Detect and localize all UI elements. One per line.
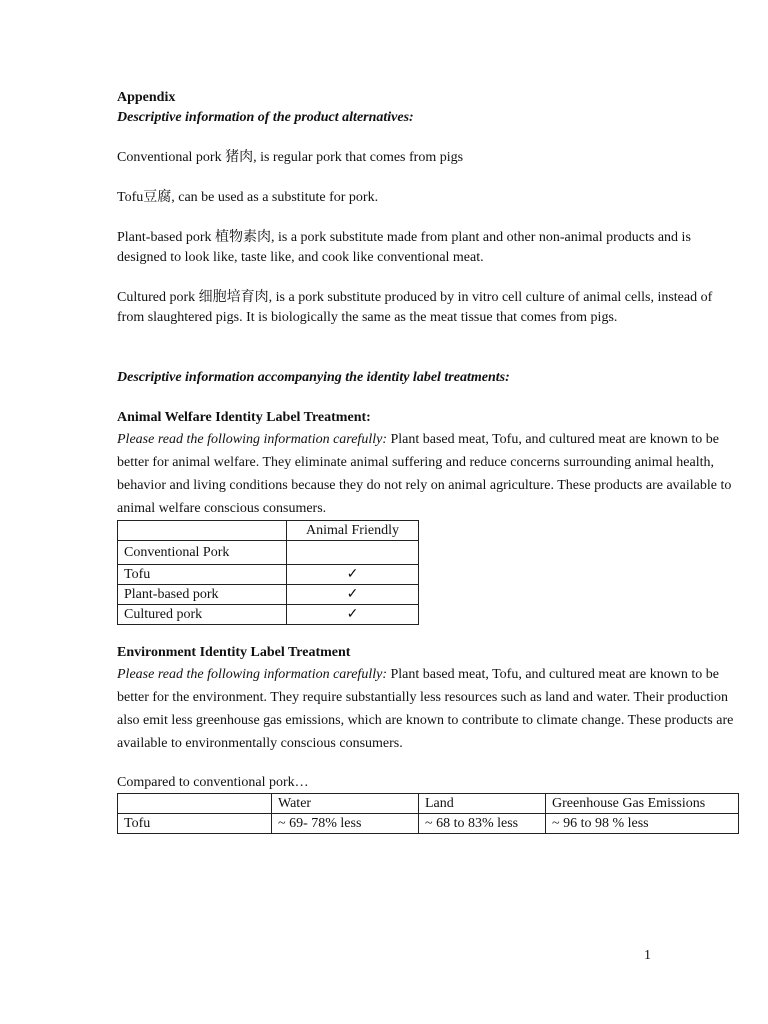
document-page	[117, 88, 739, 834]
table-cell	[118, 794, 272, 814]
check-icon: ✓	[287, 605, 419, 625]
product-plant-based: Plant-based pork 植物素肉, is a pork substitute made from plant and other non-animal products and is designed to look like, taste like, and cook like conventional meat.	[117, 230, 691, 265]
table-header-cell: Land	[419, 794, 546, 814]
table-header-row	[118, 521, 419, 541]
table-cell: Plant-based pork	[118, 585, 287, 605]
page-number: 1	[644, 948, 651, 963]
table-header-cell: Water	[272, 794, 419, 814]
table-cell	[118, 521, 287, 541]
animal-friendly-table	[117, 520, 419, 625]
appendix-subheading: Descriptive information of the product alternatives:	[117, 110, 414, 125]
table-cell: Conventional Pork	[118, 541, 287, 565]
table-row	[118, 605, 419, 625]
appendix-heading: Appendix	[117, 90, 176, 105]
table-header-cell: Greenhouse Gas Emissions	[546, 794, 739, 814]
table-header-cell: Animal Friendly	[287, 521, 419, 541]
table-cell: ~ 69- 78% less	[272, 814, 419, 834]
compare-label: Compared to conventional pork…	[117, 775, 309, 790]
environment-table	[117, 793, 739, 834]
table-cell: ~ 96 to 98 % less	[546, 814, 739, 834]
product-tofu: Tofu豆腐, can be used as a substitute for pork.	[117, 190, 379, 205]
table-row	[118, 541, 419, 565]
environment-lead: Please read the following information carefully:	[117, 667, 387, 682]
table-header-row	[118, 794, 739, 814]
animal-welfare-title: Animal Welfare Identity Label Treatment:	[117, 410, 371, 425]
check-icon: ✓	[287, 565, 419, 585]
animal-welfare-paragraph	[117, 428, 739, 520]
table-cell: Tofu	[118, 814, 272, 834]
table-row	[118, 565, 419, 585]
table-cell: ~ 68 to 83% less	[419, 814, 546, 834]
check-icon: ✓	[287, 585, 419, 605]
identity-heading: Descriptive information accompanying the identity label treatments:	[117, 370, 510, 385]
table-row	[118, 585, 419, 605]
animal-welfare-body: Plant based meat, Tofu, and cultured meat are known to be better for animal welfare. They eliminate animal suffering and reduce concerns surrounding animal health, behavior and living conditions because they do not rely on animal agriculture. These products are available to animal welfare conscious consumers.	[117, 432, 732, 516]
animal-welfare-lead: Please read the following information carefully:	[117, 432, 387, 447]
table-cell: Tofu	[118, 565, 287, 585]
table-row	[118, 814, 739, 834]
environment-paragraph	[117, 663, 739, 755]
product-cultured: Cultured pork 细胞培育肉, is a pork substitute produced by in vitro cell culture of animal cells, instead of from slaughtered pigs. It is biologically the same as the meat tissue that comes from pigs.	[117, 290, 713, 325]
environment-title: Environment Identity Label Treatment	[117, 645, 351, 660]
environment-body: Plant based meat, Tofu, and cultured meat are known to be better for the environment. They require substantially less resources such as land and water. Their production also emit less greenhouse gas emissions, which are known to contribute to climate change. These products are available to environmentally conscious consumers.	[117, 667, 734, 751]
table-cell: Cultured pork	[118, 605, 287, 625]
table-cell	[287, 541, 419, 565]
product-conventional: Conventional pork 猪肉, is regular pork that comes from pigs	[117, 150, 464, 165]
